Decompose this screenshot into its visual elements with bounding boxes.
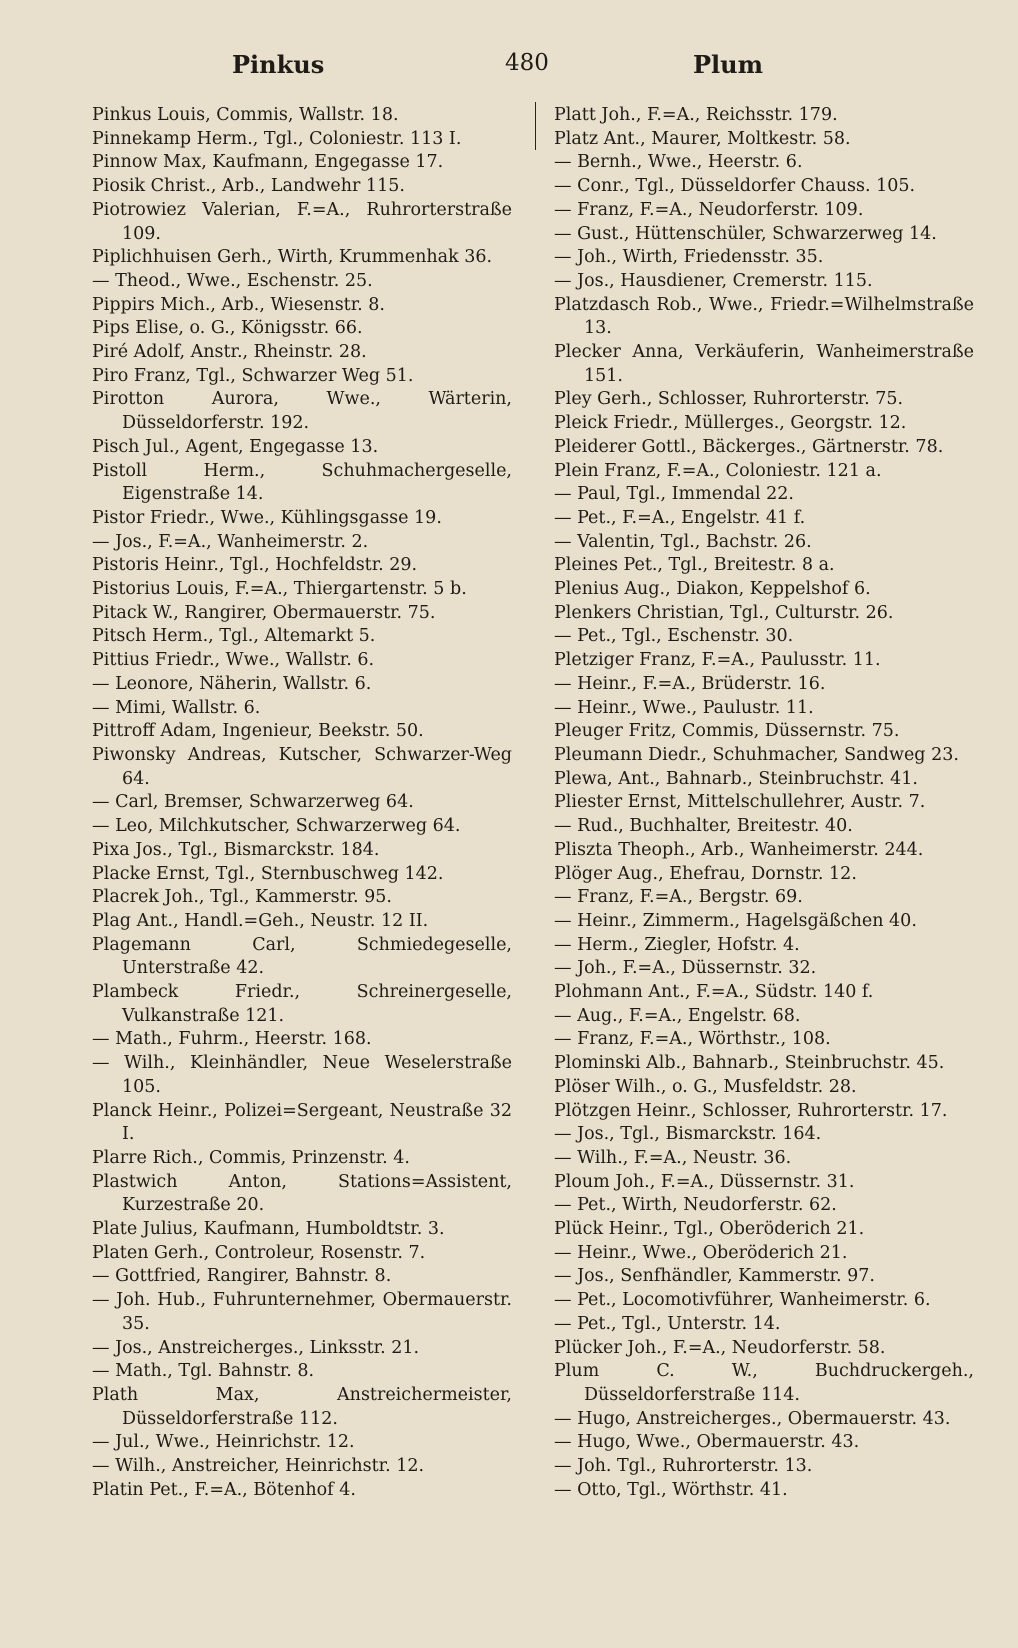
directory-entry: Plominski Alb., Bahnarb., Steinbruchstr. 45. [554,1053,945,1074]
directory-entry: — Joh. Tgl., Ruhrorterstr. 13. [554,1456,813,1477]
directory-entry: Pliester Ernst, Mittelschullehrer, Austr. 7. [554,792,926,813]
directory-entry: Planck Heinr., Polizei=Sergeant, Neustraße 32 I. [92,1100,512,1145]
directory-entry: Plecker Anna, Verkäuferin, Wanheimerstraße 151. [554,342,974,386]
directory-entry: — Leo, Milchkutscher, Schwarzerweg 64. [92,816,461,837]
directory-entry: — Pet., Tgl., Eschenstr. 30. [554,626,794,647]
directory-entry: — Jos., F.=A., Wanheimerstr. 2. [92,531,369,552]
directory-entry: — Jos., Senfhändler, Kammerstr. 97. [554,1266,875,1287]
directory-entry: — Joh. Hub., Fuhrunternehmer, Obermauerstr. 35. [92,1290,512,1334]
directory-entry: — Franz, F.=A., Bergstr. 69. [554,887,803,908]
directory-entry: — Pet., Tgl., Unterstr. 14. [554,1313,781,1334]
directory-entry: Pleiderer Gottl., Bäckerges., Gärtnerstr. 78. [554,436,944,457]
directory-entry: — Gust., Hüttenschüler, Schwarzerweg 14. [554,223,937,244]
directory-entry: — Theod., Wwe., Eschenstr. 25. [92,270,373,291]
directory-entry: Plewa, Ant., Bahnarb., Steinbruchstr. 41. [554,768,918,789]
directory-entry: Pitack W., Rangirer, Obermauerstr. 75. [92,602,436,623]
directory-entry: Plein Franz, F.=A., Coloniestr. 121 a. [554,460,882,481]
directory-entry: — Wilh., F.=A., Neustr. 36. [554,1147,792,1168]
directory-entry: Pleumann Diedr., Schuhmacher, Sandweg 23. [554,744,959,765]
directory-entry: — Jos., Anstreicherges., Linksstr. 21. [92,1337,420,1358]
directory-entry: — Carl, Bremser, Schwarzerweg 64. [92,792,414,813]
directory-entry: Pinkus Louis, Commis, Wallstr. 18. [92,105,399,125]
right-column [554,104,974,1502]
directory-entry: Pliszta Theoph., Arb., Wanheimerstr. 244. [554,839,924,860]
directory-entry: — Jul., Wwe., Heinrichstr. 12. [92,1432,355,1453]
directory-entry: Pixa Jos., Tgl., Bismarckstr. 184. [92,839,380,860]
directory-entry: — Franz, F.=A., Neudorferstr. 109. [554,199,864,220]
directory-entry: Pittius Friedr., Wwe., Wallstr. 6. [92,650,375,671]
directory-entry: Pleuger Fritz, Commis, Düssernstr. 75. [554,721,900,742]
column-rule [535,102,536,150]
left-column [92,104,512,1502]
directory-entry: Pisch Jul., Agent, Engegasse 13. [92,436,379,457]
directory-entry: — Math., Fuhrm., Heerstr. 168. [92,1029,372,1050]
directory-entry: — Otto, Tgl., Wörthstr. 41. [554,1479,788,1500]
directory-entry: Pleines Pet., Tgl., Breitestr. 8 a. [554,555,835,576]
directory-entry: Pley Gerh., Schlosser, Ruhrorterstr. 75. [554,389,904,410]
directory-entry: Pistor Friedr., Wwe., Kühlingsgasse 19. [92,507,442,528]
directory-entry: Plag Ant., Handl.=Geh., Neustr. 12 II. [92,910,429,931]
directory-entry: — Paul, Tgl., Immendal 22. [554,484,794,505]
directory-entry: Plath Max, Anstreichermeister, Düsseldorferstraße 112. [92,1384,512,1429]
running-head-right: Plum [693,50,764,79]
directory-entry: Pippirs Mich., Arb., Wiesenstr. 8. [92,294,385,315]
directory-entry: — Heinr., Zimmerm., Hagelsgäßchen 40. [554,910,917,931]
directory-entry: Platin Pet., F.=A., Bötenhof 4. [92,1479,356,1500]
directory-entry: — Joh., Wirth, Friedensstr. 35. [554,247,824,268]
directory-entry: — Wilh., Kleinhändler, Neue Weselerstraße 105. [92,1053,512,1097]
directory-entry: Plenkers Christian, Tgl., Culturstr. 26. [554,602,894,623]
directory-entry: Plück Heinr., Tgl., Oberöderich 21. [554,1219,865,1240]
directory-entry: Pletziger Franz, F.=A., Paulusstr. 11. [554,650,881,671]
directory-entry: Piosik Christ., Arb., Landwehr 115. [92,176,405,197]
directory-entry: Platt Joh., F.=A., Reichsstr. 179. [554,105,838,125]
directory-entry: — Conr., Tgl., Düsseldorfer Chauss. 105. [554,176,916,197]
directory-entry: Plambeck Friedr., Schreinergeselle, Vulkanstraße 121. [92,982,512,1026]
directory-entry: Platen Gerh., Controleur, Rosenstr. 7. [92,1242,426,1263]
directory-entry: — Jos., Tgl., Bismarckstr. 164. [554,1124,822,1145]
directory-entry: Plohmann Ant., F.=A., Südstr. 140 f. [554,982,874,1003]
directory-entry: Platz Ant., Maurer, Moltkestr. 58. [554,128,851,149]
directory-entry: Pleick Friedr., Müllerges., Georgstr. 12. [554,413,907,434]
directory-entry: — Math., Tgl. Bahnstr. 8. [92,1361,315,1382]
directory-entry: Piré Adolf, Anstr., Rheinstr. 28. [92,342,367,363]
directory-entry: — Herm., Ziegler, Hofstr. 4. [554,934,800,955]
directory-entry: Piro Franz, Tgl., Schwarzer Weg 51. [92,365,414,386]
directory-entry: Pinnow Max, Kaufmann, Engegasse 17. [92,152,444,173]
directory-entry: — Mimi, Wallstr. 6. [92,697,261,718]
directory-entry: — Franz, F.=A., Wörthstr., 108. [554,1029,831,1050]
directory-entry: — Wilh., Anstreicher, Heinrichstr. 12. [92,1456,425,1477]
directory-entry: — Bernh., Wwe., Heerstr. 6. [554,152,803,173]
running-head-left: Pinkus [232,50,325,79]
directory-entry: Pistoris Heinr., Tgl., Hochfeldstr. 29. [92,555,418,576]
directory-entry: — Pet., F.=A., Engelstr. 41 f. [554,507,806,528]
directory-entry: — Joh., F.=A., Düssernstr. 32. [554,958,817,979]
directory-entry: — Pet., Wirth, Neudorferstr. 62. [554,1195,837,1216]
directory-entry: Pips Elise, o. G., Königsstr. 66. [92,318,363,339]
directory-entry: — Jos., Hausdiener, Cremerstr. 115. [554,270,873,291]
directory-entry: — Aug., F.=A., Engelstr. 68. [554,1005,801,1026]
directory-entry: Plate Julius, Kaufmann, Humboldtstr. 3. [92,1219,445,1240]
directory-entry: Pistoll Herm., Schuhmachergeselle, Eigenstraße 14. [92,460,512,505]
directory-entry: Pinnekamp Herm., Tgl., Coloniestr. 113 I. [92,128,462,149]
directory-entry: Plenius Aug., Diakon, Keppelshof 6. [554,579,871,600]
directory-entry: Placrek Joh., Tgl., Kammerstr. 95. [92,887,392,908]
directory-entry: — Hugo, Anstreicherges., Obermauerstr. 43. [554,1408,951,1429]
directory-entry: Plastwich Anton, Stations=Assistent, Kurzestraße 20. [92,1171,512,1216]
directory-entry: Piotrowiez Valerian, F.=A., Ruhrorterstraße 109. [92,199,512,244]
directory-entry: Platzdasch Rob., Wwe., Friedr.=Wilhelmstraße 13. [554,294,974,339]
directory-entry: Plöger Aug., Ehefrau, Dornstr. 12. [554,863,857,884]
directory-entry: — Pet., Locomotivführer, Wanheimerstr. 6. [554,1290,931,1311]
directory-entry: Plum C. W., Buchdruckergeh., Düsseldorferstraße 114. [554,1361,974,1405]
directory-entry: Ploum Joh., F.=A., Düssernstr. 31. [554,1171,855,1192]
directory-entry: Piplichhuisen Gerh., Wirth, Krummenhak 36. [92,247,493,268]
directory-entry: Plarre Rich., Commis, Prinzenstr. 4. [92,1147,410,1168]
directory-entry: — Heinr., Wwe., Oberöderich 21. [554,1242,848,1263]
directory-entry: Piwonsky Andreas, Kutscher, Schwarzer-Weg 64. [92,744,512,789]
directory-entry: Placke Ernst, Tgl., Sternbuschweg 142. [92,863,444,884]
directory-entry: — Leonore, Näherin, Wallstr. 6. [92,673,372,694]
directory-entry: — Valentin, Tgl., Bachstr. 26. [554,531,812,552]
directory-entry: — Gottfried, Rangirer, Bahnstr. 8. [92,1266,392,1287]
directory-entry: Pittroff Adam, Ingenieur, Beekstr. 50. [92,721,424,742]
directory-entry: Pistorius Louis, F.=A., Thiergartenstr. 5 b. [92,579,467,600]
directory-entry: Plücker Joh., F.=A., Neudorferstr. 58. [554,1337,886,1358]
directory-entry: — Rud., Buchhalter, Breitestr. 40. [554,816,853,837]
directory-entry: Plötzgen Heinr., Schlosser, Ruhrorterstr. 17. [554,1100,948,1121]
directory-entry: Pirotton Aurora, Wwe., Wärterin, Düsseldorferstr. 192. [92,389,512,434]
directory-entry: Pitsch Herm., Tgl., Altemarkt 5. [92,626,376,647]
directory-entry: — Heinr., Wwe., Paulustr. 11. [554,697,814,718]
directory-entry: — Hugo, Wwe., Obermauerstr. 43. [554,1432,860,1453]
directory-entry: Plagemann Carl, Schmiedegeselle, Unterstraße 42. [92,934,512,979]
page-number: 480 [505,50,549,76]
directory-entry: Plöser Wilh., o. G., Musfeldstr. 28. [554,1076,857,1097]
directory-entry: — Heinr., F.=A., Brüderstr. 16. [554,673,826,694]
